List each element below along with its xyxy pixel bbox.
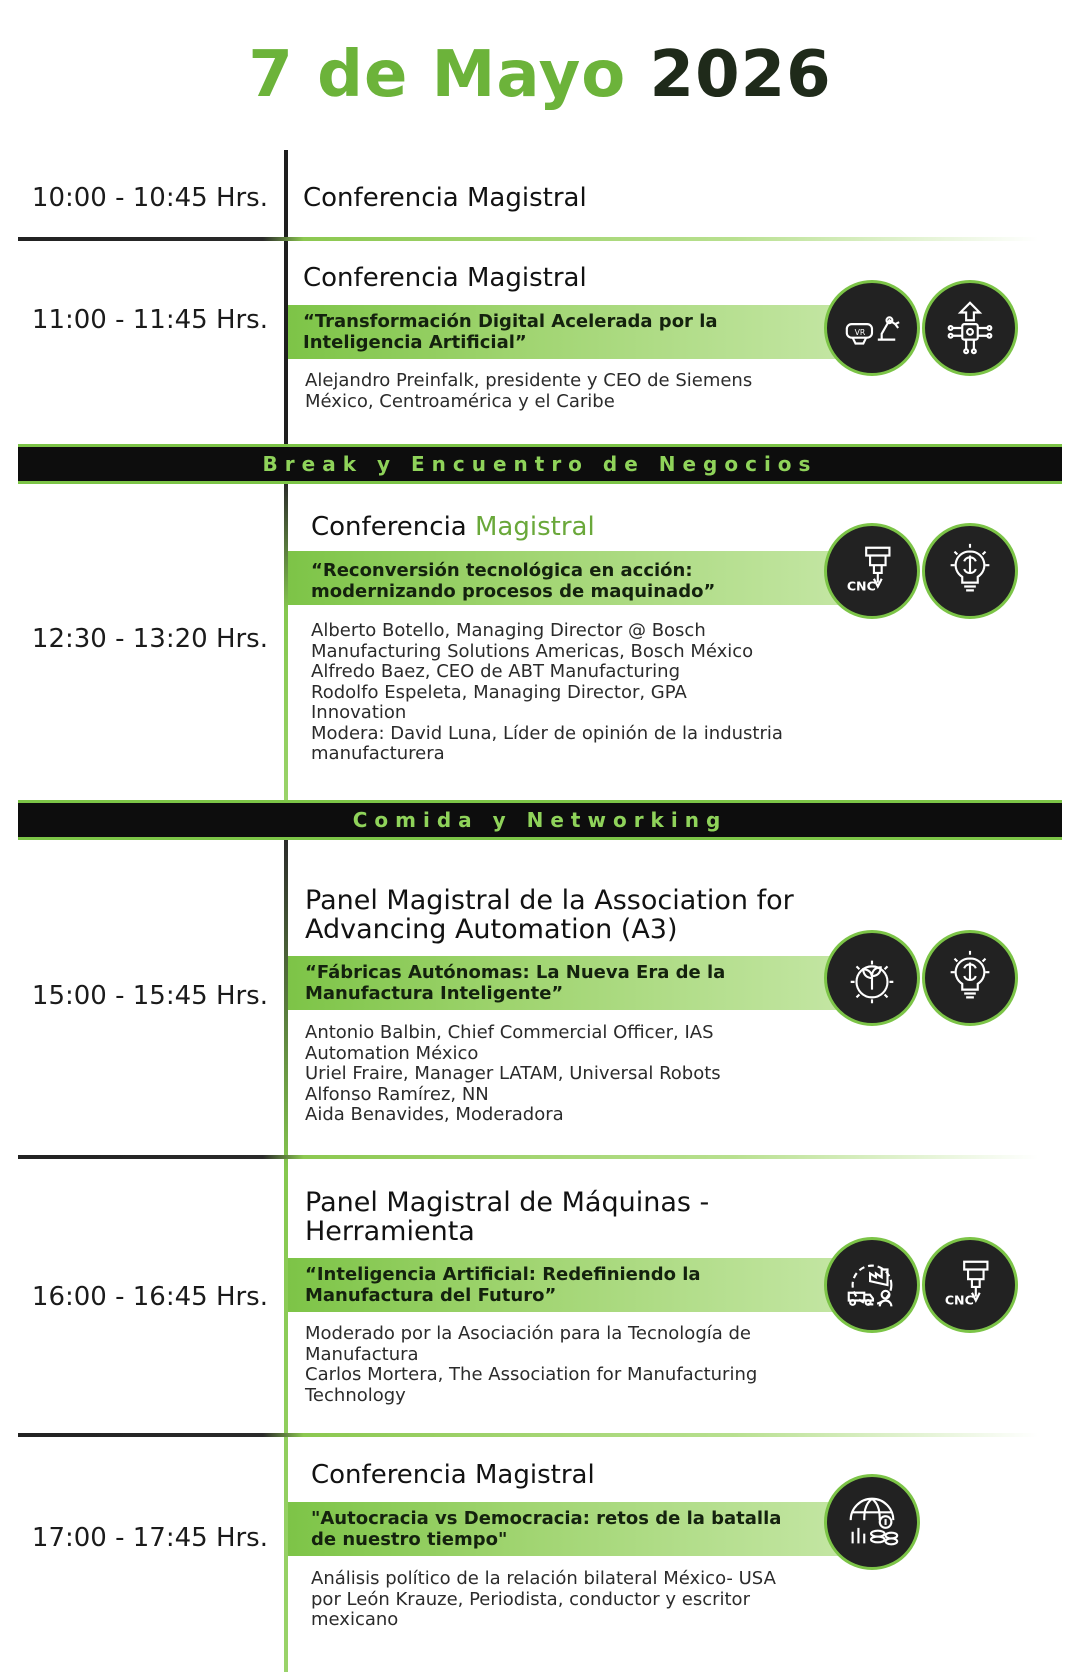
session-subtitle: “Transformación Digital Acelerada por la Inteligencia Artificial” [303,311,718,353]
factory-logistics-icon [824,1237,920,1333]
session-title: Conferencia Magistral [303,263,587,293]
session-title: Conferencia Magistral [311,1460,595,1490]
session-title: Panel Magistral de Máquinas - Herramienta [305,1187,710,1247]
break-banner [18,800,1062,840]
session-speakers: Antonio Balbin, Chief Commercial Officer, IAS Automation México Uriel Fraire, Manager LATAM, Universal Robots Alfonso Ramírez, NN Aida Benavides, Moderadora [305,1022,721,1125]
globe-finance-icon [824,1474,920,1570]
session-subtitle: "Autocracia vs Democracia: retos de la batalla de nuestro tiempo" [311,1508,782,1550]
session-speakers: Moderado por la Asociación para la Tecnología de Manufactura Carlos Mortera, The Association for Manufacturing Technology [305,1323,758,1406]
session-speakers: Análisis político de la relación bilateral México- USA por León Krauze, Periodista, conductor y escritor mexicano [311,1568,776,1630]
session-speakers: Alberto Botello, Managing Director @ Bosch Manufacturing Solutions Americas, Bosch México Alfredo Baez, CEO de ABT Manufacturing Rodolfo Espeleta, Managing Director, GPA Innovation Modera: David Luna, Líder de opinión de la industria manufacturera [311,620,783,764]
cnc-machine-icon [824,523,920,619]
row-divider [18,1155,1038,1159]
timeline-line [284,150,288,445]
break-banner [18,444,1062,484]
session-time: 11:00 - 11:45 Hrs. [31,305,268,335]
session-title [311,512,595,542]
session-subtitle: “Inteligencia Artificial: Redefiniendo la Manufactura del Futuro” [305,1264,701,1306]
break-label: Comida y Networking [352,808,728,832]
row-divider [18,1433,1038,1437]
session-subtitle: “Fábricas Autónomas: La Nueva Era de la Manufactura Inteligente” [305,962,726,1004]
session-speakers: Alejandro Preinfalk, presidente y CEO de Siemens México, Centroamérica y el Caribe [305,370,753,412]
timeline-line [284,484,288,802]
ai-lightbulb-icon [922,930,1018,1026]
session-time: 17:00 - 17:45 Hrs. [31,1523,268,1553]
ai-chip-icon [922,280,1018,376]
vr-robot-arm-icon [824,280,920,376]
break-label: Break y Encuentro de Negocios [262,452,818,476]
session-title: Panel Magistral de la Association for Advancing Automation (A3) [305,885,794,945]
session-title-part: Magistral [475,512,595,542]
session-time: 16:00 - 16:45 Hrs. [31,1282,268,1312]
title-date: 7 de Mayo [248,38,627,112]
session-time: 10:00 - 10:45 Hrs. [31,183,268,213]
row-divider [18,237,1038,241]
title-year: 2026 [649,38,832,112]
page-title [0,38,1080,112]
session-subtitle: “Reconversión tecnológica en acción: modernizando procesos de maquinado” [311,560,716,602]
gear-plant-icon [824,930,920,1026]
session-time: 12:30 - 13:20 Hrs. [31,624,268,654]
session-time: 15:00 - 15:45 Hrs. [31,981,268,1011]
session-title-part: Conferencia [311,512,467,542]
svg-text:CNC: CNC [846,578,876,594]
session-title: Conferencia Magistral [303,183,587,213]
svg-text:VR: VR [854,327,866,337]
ai-lightbulb-icon [922,523,1018,619]
cnc-machine-icon [922,1237,1018,1333]
svg-text:CNC: CNC [944,1292,974,1308]
